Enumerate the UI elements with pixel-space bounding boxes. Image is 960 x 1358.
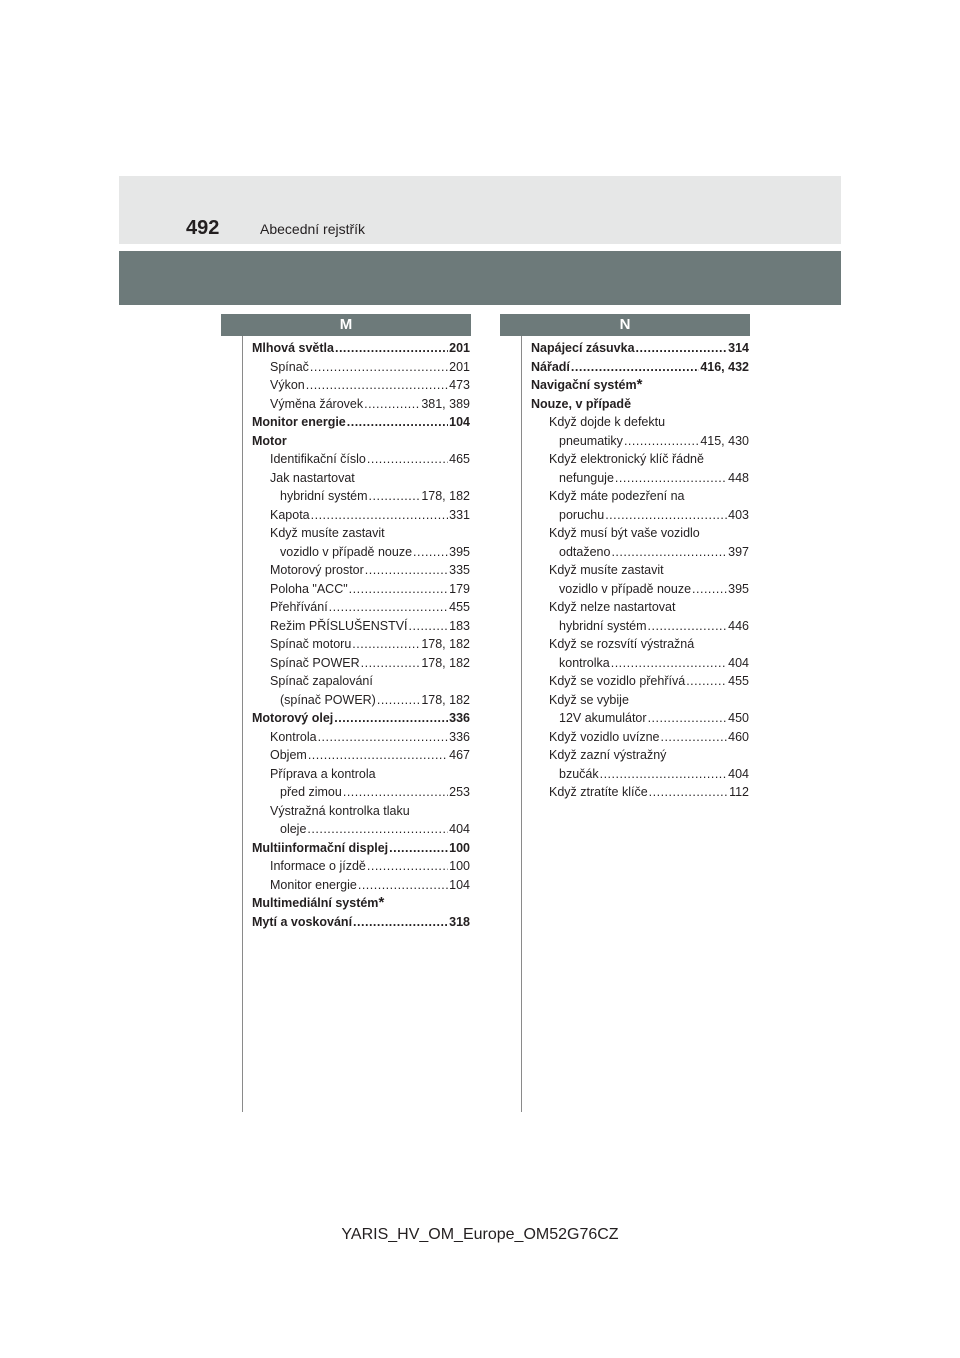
dot-leader — [605, 506, 727, 525]
page-reference: 455 — [728, 674, 749, 688]
dot-leader — [361, 654, 421, 673]
page-reference: 178, 182 — [421, 637, 470, 651]
index-subentry — [531, 691, 749, 710]
dot-leader — [334, 709, 448, 728]
dot-leader — [389, 839, 448, 858]
page-reference: 179 — [449, 581, 470, 596]
page-reference: 335 — [449, 563, 470, 577]
index-subentry — [531, 672, 749, 691]
page-reference: 404 — [449, 822, 470, 836]
page-reference: 336 — [449, 711, 470, 725]
dot-leader — [611, 654, 727, 673]
dot-leader — [600, 765, 728, 784]
entry-text: Když elektronický klíč řádně — [549, 452, 704, 466]
dot-leader — [648, 709, 728, 728]
index-entry — [531, 395, 749, 414]
page-reference: 336 — [449, 729, 470, 744]
page-reference: 465 — [449, 452, 470, 466]
section-title: Abecední rejstřík — [260, 221, 366, 237]
entry-text: pneumatiky — [559, 433, 623, 448]
entry-text: Multiinformační displej — [252, 840, 389, 855]
index-subentry — [531, 746, 749, 765]
entry-text: poruchu — [559, 507, 605, 522]
dot-leader — [409, 617, 449, 636]
entry-text: Nářadí — [531, 359, 570, 374]
entry-text: Spínač motoru — [270, 637, 352, 651]
index-subentry — [252, 783, 470, 802]
dot-leader — [307, 820, 448, 839]
page-reference: 104 — [449, 415, 470, 429]
index-subentry — [531, 635, 749, 654]
index-subentry — [531, 543, 749, 562]
entry-text: Monitor energie — [252, 415, 346, 429]
entry-text: Když máte podezření na — [549, 489, 685, 503]
page-reference: 448 — [728, 470, 749, 485]
page-reference: 450 — [728, 711, 749, 725]
index-subentry — [252, 469, 470, 488]
page-number: 492 — [186, 217, 220, 239]
index-subentry — [252, 820, 470, 839]
entry-text: Když se vozidlo přehřívá — [549, 674, 686, 688]
index-subentry — [252, 450, 470, 469]
page-reference: 201 — [449, 359, 470, 374]
dot-leader — [306, 376, 448, 395]
dot-leader — [352, 635, 420, 654]
index-subentry — [531, 450, 749, 469]
entry-text: Poloha "ACC" — [270, 581, 348, 596]
page-reference: 395 — [728, 581, 749, 596]
entry-text: Když musíte zastavit — [270, 526, 385, 540]
entry-text: Navigační systém — [531, 378, 637, 392]
dot-leader — [615, 469, 727, 488]
dot-leader — [335, 339, 448, 358]
index-subentry — [252, 598, 470, 617]
dot-leader — [343, 783, 448, 802]
entry-text: Přehřívání — [270, 600, 328, 614]
page-reference: 460 — [728, 729, 749, 744]
index-subentry — [252, 506, 470, 525]
index-entry — [252, 432, 470, 451]
dot-leader — [624, 432, 699, 451]
index-subentry — [531, 654, 749, 673]
entry-text: Kontrola — [270, 729, 317, 744]
page-reference: 178, 182 — [421, 655, 470, 670]
entry-text: Spínač — [270, 359, 309, 374]
index-subentry — [531, 709, 749, 728]
index-entry: Navigační systém * — [531, 376, 643, 393]
entry-text: vozidlo v případě nouze — [280, 544, 413, 559]
dot-leader — [349, 580, 448, 599]
entry-text: Když musíte zastavit — [549, 563, 664, 577]
entry-text: Když nelze nastartovat — [549, 600, 676, 614]
index-subentry — [531, 598, 749, 617]
index-subentry — [252, 654, 470, 673]
dot-leader — [308, 746, 448, 765]
entry-text: Kapota — [270, 507, 310, 522]
dot-leader — [353, 913, 448, 932]
index-subentry — [531, 765, 749, 784]
entry-text: před zimou — [280, 785, 342, 799]
entry-text: Když dojde k defektu — [549, 415, 666, 429]
index-subentry — [252, 395, 470, 414]
index-entry — [252, 913, 470, 932]
entry-text: Nouze, v případě — [531, 396, 632, 411]
dot-leader — [365, 561, 448, 580]
dot-leader — [413, 543, 448, 562]
dot-leader — [358, 876, 448, 895]
entry-text: Motorový prostor — [270, 563, 364, 577]
dot-leader — [686, 672, 727, 691]
page-reference: 178, 182 — [421, 692, 470, 707]
index-subentry — [252, 746, 470, 765]
index-subentry — [531, 432, 749, 451]
index-subentry — [531, 783, 749, 802]
entry-text: Výstražná kontrolka tlaku — [270, 803, 410, 818]
header-band — [119, 176, 841, 244]
index-subentry — [531, 728, 749, 747]
index-subentry — [252, 857, 470, 876]
index-entry — [252, 413, 470, 432]
index-subentry — [252, 765, 470, 784]
index-subentry — [531, 617, 749, 636]
dot-leader — [318, 728, 449, 747]
column-divider-left — [242, 336, 243, 1112]
entry-text: hybridní systém — [559, 618, 647, 633]
entry-text: Multimediální systém — [252, 896, 379, 910]
dot-leader — [367, 857, 448, 876]
page-reference: 201 — [449, 341, 470, 355]
index-subentry — [252, 358, 470, 377]
dot-leader — [367, 450, 448, 469]
page-reference: 395 — [449, 544, 470, 559]
header-dark-band — [119, 251, 841, 305]
entry-text: Spínač POWER — [270, 655, 360, 670]
index-subentry — [531, 561, 749, 580]
index-subentry — [252, 617, 470, 636]
index-entry — [252, 339, 470, 358]
index-subentry — [252, 876, 470, 895]
index-entry — [252, 839, 470, 858]
page-reference: 178, 182 — [421, 489, 470, 503]
page-reference: 253 — [449, 785, 470, 799]
entry-text: Výměna žárovek — [270, 396, 364, 411]
dot-leader — [369, 487, 421, 506]
dot-leader — [692, 580, 727, 599]
dot-leader — [310, 358, 448, 377]
entry-text: Když vozidlo uvízne — [549, 729, 660, 744]
page-reference: 404 — [728, 655, 749, 670]
dot-leader — [377, 691, 420, 710]
letter-heading-n: N — [500, 314, 750, 336]
page-reference: 467 — [449, 748, 470, 762]
footer-doc-code: YARIS_HV_OM_Europe_OM52G76CZ — [341, 1226, 619, 1243]
entry-text: bzučák — [559, 766, 599, 781]
index-subentry — [252, 561, 470, 580]
entry-text: vozidlo v případě nouze — [559, 581, 692, 596]
index-subentry — [252, 635, 470, 654]
entry-text: Když se vybije — [549, 692, 629, 707]
index-subentry — [252, 672, 470, 691]
index-subentry — [252, 487, 470, 506]
entry-text: kontrolka — [559, 655, 610, 670]
page-reference: 318 — [449, 914, 470, 929]
dot-leader — [329, 598, 448, 617]
entry-text: nefunguje — [559, 470, 614, 485]
entry-text: Monitor energie — [270, 877, 357, 892]
page-reference: 314 — [728, 341, 749, 355]
page-reference: 331 — [449, 507, 470, 522]
index-column-m — [252, 339, 470, 931]
entry-text: Identifikační číslo — [270, 452, 366, 466]
entry-text: Výkon — [270, 378, 305, 392]
page-reference: 446 — [728, 618, 749, 633]
entry-text: Jak nastartovat — [270, 470, 355, 485]
entry-text: hybridní systém — [280, 489, 368, 503]
dot-leader — [611, 543, 727, 562]
index-entry — [531, 358, 749, 377]
entry-text: Když se rozsvítí výstražná — [549, 637, 695, 651]
page-reference: 100 — [449, 859, 470, 873]
entry-text: Režim PŘÍSLUŠENSTVÍ — [270, 618, 408, 633]
entry-text: Mytí a voskování — [252, 914, 353, 929]
dot-leader — [636, 339, 728, 358]
index-subentry — [531, 487, 749, 506]
entry-text: Motor — [252, 433, 287, 448]
index-subentry — [531, 506, 749, 525]
page-reference: 403 — [728, 507, 749, 522]
entry-text: Spínač zapalování — [270, 674, 373, 688]
entry-text: 12V akumulátor — [559, 711, 647, 725]
page-reference: 100 — [449, 840, 470, 855]
page-reference: 397 — [728, 544, 749, 559]
index-entry: Multimediální systém * — [252, 894, 385, 911]
page-reference: 381, 389 — [421, 396, 470, 411]
entry-text: odtaženo — [559, 544, 611, 559]
entry-text: Když zazní výstražný — [549, 748, 667, 762]
entry-text: Když musí být vaše vozidlo — [549, 526, 700, 540]
page-reference: 404 — [728, 766, 749, 781]
page-reference: 183 — [449, 618, 470, 633]
index-column-n — [531, 339, 749, 802]
entry-text: Objem — [270, 748, 307, 762]
entry-text: Napájecí zásuvka — [531, 341, 635, 355]
index-subentry — [531, 413, 749, 432]
entry-text: (spínač POWER) — [280, 692, 376, 707]
page-reference: 415, 430 — [700, 433, 749, 448]
letter-heading-m: M — [221, 314, 471, 336]
page-reference: 455 — [449, 600, 470, 614]
entry-text: Informace o jízdě — [270, 859, 366, 873]
page-reference: 416, 432 — [700, 359, 749, 374]
entry-text: Příprava a kontrola — [270, 766, 376, 781]
dot-leader — [364, 395, 420, 414]
dot-leader — [648, 617, 728, 636]
dot-leader — [660, 728, 727, 747]
dot-leader — [649, 783, 728, 802]
dot-leader — [347, 413, 448, 432]
index-subentry — [252, 580, 470, 599]
entry-text: Motorový olej — [252, 711, 334, 725]
entry-text: Mlhová světla — [252, 341, 334, 355]
index-subentry — [252, 376, 470, 395]
index-subentry — [252, 543, 470, 562]
index-entry — [531, 339, 749, 358]
page-reference: 473 — [449, 378, 470, 392]
entry-text: oleje — [280, 822, 307, 836]
entry-text: Když ztratíte klíče — [549, 785, 648, 799]
index-subentry — [531, 524, 749, 543]
index-subentry — [252, 524, 470, 543]
index-entry — [252, 709, 470, 728]
page-reference: 104 — [449, 877, 470, 892]
index-subentry — [252, 728, 470, 747]
dot-leader — [311, 506, 449, 525]
column-divider-right — [521, 336, 522, 1112]
dot-leader — [571, 358, 699, 377]
page-reference: 112 — [729, 785, 749, 799]
index-subentry — [252, 691, 470, 710]
index-subentry — [531, 580, 749, 599]
index-subentry — [531, 469, 749, 488]
index-subentry — [252, 802, 470, 821]
